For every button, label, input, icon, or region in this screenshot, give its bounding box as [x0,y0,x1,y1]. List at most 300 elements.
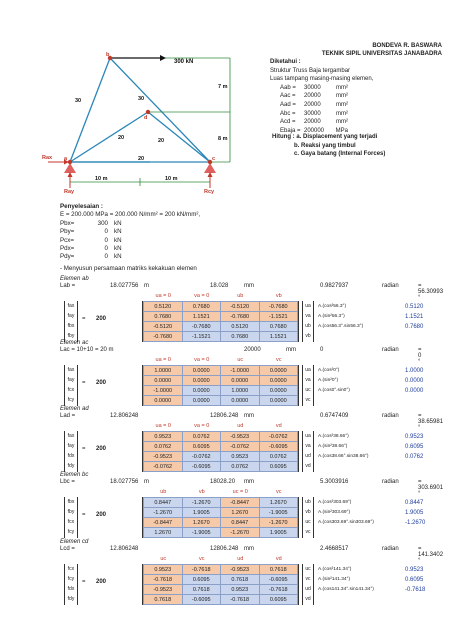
section-title: - Menyusun persamaan matriks kekakuan elemen [60,265,197,272]
member-label-bc: 30 [138,96,145,102]
solution-block [60,203,200,262]
length-info: mm [244,413,254,419]
length-info: mm [244,283,254,289]
trig-formula: A.(cos²0°) [318,368,340,373]
displacement-component: vb [305,509,311,515]
trig-value: 0.9523 [405,434,424,440]
length-label: Lcd = [60,546,75,552]
length-info: 20000 [244,347,261,353]
dim-8m: 8 m [218,136,228,142]
matrix-cell: -1.0000 [144,386,183,396]
displacement-component: ub [305,323,311,329]
length-info: 2.4668517 [320,546,349,552]
displacement-component: ud [305,453,311,459]
displacement-component: uc [305,566,311,572]
dof-label: ud [237,423,244,429]
dof-label: va = 0 [194,423,210,429]
load-row [60,220,200,228]
support-c [204,163,216,173]
dof-label: va = 0 [194,293,210,299]
matrix-cell: 1.1521 [182,312,221,322]
matrix-cell: -0.9523 [144,452,183,462]
length-info: 12806.248 [210,413,239,419]
dof-label: va = 0 [194,357,210,363]
length-info: mm [244,479,254,485]
area-unit: mm² [336,84,348,91]
dof-header [144,556,298,562]
length-label: Lac = 10+10 = 20 m [60,347,114,353]
load-arrowhead [160,55,166,61]
dof-label: uc = 0 [232,489,248,495]
matrix-cell: -0.0762 [144,462,183,472]
dof-label: vc [276,489,282,495]
trig-value: 0.6095 [405,577,424,583]
area-value: 20000 [304,101,321,108]
area-row [270,101,373,110]
member-label-ad: 20 [118,135,125,141]
force-component: fay [67,313,75,319]
trig-value: -0.7618 [405,587,426,593]
length-info: 5.3003916 [320,479,349,485]
force-component: fdy [67,596,75,602]
area-value: 200000 [304,127,325,134]
area-label: Aad = [280,101,296,108]
force-component: fby [67,509,75,515]
area-unit: mm² [336,119,348,126]
node-d-label: d [144,115,148,121]
stiffness-matrix [142,497,299,538]
author-department: TEKNIK SIPIL UNIVERSITAS JANABADRA [321,51,442,57]
matrix-cell: -0.7680 [144,332,183,342]
matrix-cell: 0.6095 [182,575,221,585]
matrix-cell: 0.0000 [182,376,221,386]
area-unit: MPa [335,127,348,134]
length-info: 12806.248 [210,546,239,552]
matrix-cell: 0.0762 [182,432,221,442]
matrix-cell: 0.7618 [182,585,221,595]
matrix-cell: -0.7680 [182,322,221,332]
trig-value: 1.1521 [405,314,424,320]
node-b-label: b [106,52,110,58]
matrix-cell: 0.6095 [259,595,298,605]
length-info: 0 [320,347,324,353]
matrix-cell: 0.7680 [221,332,260,342]
matrix-cell: 1.9005 [259,528,298,538]
matrix-cell: 1.2670 [144,528,183,538]
trig-value: 1.9005 [405,510,424,516]
force-component: fdx [67,586,75,592]
trig-value: 0.6095 [405,444,424,450]
equals-sign: = [82,446,86,452]
ray-label: Ray [64,189,75,195]
displacement-component: vd [305,596,311,602]
area-unit: mm² [336,110,348,117]
load-label: Pby= [60,228,75,236]
member-cd [148,112,210,162]
matrix-cell: 0.9523 [144,432,183,442]
length-info: radian [382,479,399,485]
length-info: radian [382,413,399,419]
displacement-component: ua [305,303,311,309]
member-bc [110,58,210,162]
matrix-cell: 0.9523 [144,565,183,575]
element-name: Elemen ab [60,276,89,282]
load-label: Pdx= [60,245,75,253]
matrix-cell: -0.0762 [182,452,221,462]
load-value: 0 [104,253,108,261]
dof-label: ud [237,556,244,562]
matrix-cell: 0.9523 [221,585,260,595]
matrix-cell: 0.9523 [221,452,260,462]
trig-formulas [318,432,369,462]
force-component: fcy [67,576,75,582]
rcy-label: Rcy [204,189,215,195]
force-component: fbx [67,323,75,329]
load-label: Pbx= [60,219,75,227]
area-label: Ebaja = [280,127,301,134]
force-component: fax [67,433,75,439]
displacement-component: ud [305,586,311,592]
matrix-cell: 1.2670 [221,508,260,518]
trig-value: 0.0762 [405,454,424,460]
matrix-cell: 0.6095 [259,462,298,472]
area-value: 20000 [304,93,321,100]
node-c-label: c [212,156,216,162]
stiffness-matrix [142,301,299,342]
matrix-cell: 0.0762 [259,452,298,462]
matrix-cell: 1.9005 [182,508,221,518]
load-label: Pcx= [60,236,74,244]
trig-values [405,432,423,462]
node-a-label: a [64,156,68,162]
matrix-cell: 0.6095 [182,442,221,452]
matrix-cell: -0.6095 [259,442,298,452]
trig-formulas [318,366,350,396]
force-component: fcx [67,566,75,572]
given-line: Struktur Truss Baja tergambar [270,67,351,74]
load-row [60,253,200,261]
equals-sign: = [82,380,86,386]
length-info: = 38.65981 ° [418,413,444,431]
stiffness-factor: 200 [96,512,107,518]
modulus-line: E = 200.000 MPa = 200.000 N/mm² = 200 kN/mm², [60,211,201,219]
load-label: Pdy= [60,253,75,261]
load-unit: kN [114,236,122,244]
element-name: Elemen bc [60,472,89,478]
matrix-cell: -0.6095 [182,462,221,472]
trig-formula: A.(sin²56.3°) [318,314,345,319]
matrix-cell: 0.0000 [259,396,298,406]
matrix-cell: 1.0000 [144,366,183,376]
length-info: = 303.6901 ° [418,479,444,497]
matrix-cell: -0.8447 [144,518,183,528]
displacement-component: va [305,443,311,449]
matrix-cell: -0.9523 [221,432,260,442]
displacement-component: ua [305,367,311,373]
trig-formula: A.(cos303.69°.sin303.69°) [318,520,374,525]
element-name: Elemen cd [60,539,89,545]
dof-label: vc [199,556,205,562]
length-label: Lab = [60,283,76,289]
length-info: 18.028 [210,283,229,289]
given-line: Luas tampang masing-masing elemen, [270,76,374,83]
matrix-cell: -1.2670 [221,528,260,538]
matrix-cell: 0.0762 [221,462,260,472]
load-value: 0 [104,245,108,253]
displacement-vector [302,564,314,605]
matrix-cell: -0.7618 [182,565,221,575]
stiffness-factor: 200 [96,316,107,322]
dof-label: vb [275,293,282,299]
stiffness-matrix [142,564,299,605]
force-component: fcx [67,519,75,525]
member-ad [70,112,148,162]
length-info: radian [382,546,399,552]
stiffness-matrix [142,365,299,406]
displacement-component: uc [305,387,311,393]
load-label: 300 kN [174,59,194,65]
force-component: fcy [67,529,75,535]
matrix-cell: 1.2670 [259,498,298,508]
stiffness-factor: 200 [96,446,107,452]
dof-label: vd [275,556,282,562]
length-info: radian [382,283,399,289]
dof-label: ua = 0 [155,423,171,429]
trig-formula: A.(sin²38.66°) [318,444,348,449]
dim-left-span: 10 m [95,176,108,182]
matrix-cell: 0.0000 [144,376,183,386]
trig-formulas [318,302,363,332]
length-info: 18028.20 [210,479,236,485]
stiffness-matrix [142,431,299,472]
author-name: BONDEVA R. BASWARA [372,43,442,49]
support-a [64,163,76,173]
displacement-component: ua [305,433,311,439]
matrix-cell: 0.0000 [182,386,221,396]
length-info: radian [382,347,399,353]
trig-value: 0.0000 [405,378,424,384]
force-component: fbx [67,499,75,505]
trig-formula: A.(cos²303.69°) [318,500,352,505]
matrix-cell: -0.7618 [259,585,298,595]
load-unit: kN [114,228,122,236]
matrix-cell: -0.9523 [144,585,183,595]
length-info: = 0 ° [418,347,422,365]
area-unit: mm² [336,93,348,100]
length-info: 0.6747409 [320,413,349,419]
force-component: fax [67,303,75,309]
dof-header [144,489,298,495]
load-row [60,237,200,245]
trig-value: 0.9523 [405,567,424,573]
displacement-component: vb [305,333,311,339]
dof-label: vd [275,423,282,429]
matrix-cell: 0.7618 [221,575,260,585]
length-info: = 56.30993 ° [418,283,444,301]
area-list [270,84,373,136]
dof-header [144,423,298,429]
member-ab [70,58,110,162]
given-block [270,58,373,135]
load-unit: kN [114,245,122,253]
length-info: mm [286,347,296,353]
trig-formula: A.(cos0°.sin0°) [318,388,350,393]
trig-value: 0.0000 [405,388,424,394]
dof-header [144,357,298,363]
matrix-cell: 0.7618 [259,565,298,575]
matrix-cell: -0.7618 [144,575,183,585]
displacement-vector [302,431,314,472]
matrix-cell: 1.0000 [221,386,260,396]
member-label-cd: 20 [158,138,165,144]
load-unit: kN [114,219,122,227]
area-value: 20000 [304,119,321,126]
matrix-cell: 0.0000 [182,396,221,406]
dof-label: ub [160,489,167,495]
matrix-cell: -1.2670 [182,498,221,508]
trig-formulas [318,498,374,528]
trig-value: 0.5120 [405,304,424,310]
stiffness-factor: 200 [96,579,107,585]
load-row [60,228,200,236]
trig-formula: A.(cos²38.66°) [318,434,349,439]
matrix-cell: 0.0000 [144,396,183,406]
displacement-component: uc [305,519,311,525]
displacement-component: va [305,377,311,383]
dof-label: uc [160,556,167,562]
matrix-cell: -0.6095 [259,575,298,585]
trig-value: 1.0000 [405,368,424,374]
force-component: fay [67,443,75,449]
trig-formula: A.(sin²0°) [318,378,339,383]
area-label: Aab = [280,84,296,91]
displacement-component: vc [305,576,311,582]
length-info: 0.9827937 [320,283,349,289]
length-unit: m [144,479,149,485]
truss-diagram [40,50,240,195]
trig-values [405,302,423,332]
matrix-cell: -0.7680 [259,302,298,312]
matrix-cell: 0.7618 [144,595,183,605]
trig-value: 0.7680 [405,324,424,330]
matrix-cell: 0.5120 [144,302,183,312]
dimension-lines [70,58,230,186]
matrix-cell: 0.0762 [144,442,183,452]
node-a [68,160,72,164]
trig-formula: A.(sin²303.69°) [318,510,351,515]
truss-members [70,58,210,162]
displacement-vector [302,497,314,538]
force-component: fdy [67,463,75,469]
matrix-cell: 0.5120 [221,322,260,332]
dim-right-span: 10 m [165,176,178,182]
length-info: mm [244,546,254,552]
trig-formula: A.(cos38.66°.sin38.66°) [318,454,369,459]
trig-value: -1.2670 [405,520,426,526]
matrix-cell: 0.0000 [259,376,298,386]
dof-label: ub [237,293,244,299]
force-component: fax [67,367,75,373]
force-component: fcx [67,387,75,393]
area-row [270,110,373,119]
length-value: 18.027756 [110,283,139,289]
area-value: 30000 [304,110,321,117]
stiffness-factor: 200 [96,380,107,386]
author-block [322,42,442,58]
member-label-ab: 30 [75,98,82,104]
dof-label: vc [276,357,282,363]
length-info: = 141.3402 ° [418,546,444,564]
length-value: 18.027756 [110,479,139,485]
matrix-cell: -1.1521 [182,332,221,342]
area-label: Abc = [280,110,296,117]
matrix-cell: 1.1521 [259,332,298,342]
dof-header [144,293,298,299]
matrix-cell: 0.7680 [144,312,183,322]
matrix-cell: 0.8447 [144,498,183,508]
rax-label: Rax [42,155,53,161]
area-row [270,92,373,101]
force-vector [64,365,78,406]
length-value: 12.806248 [110,546,139,552]
matrix-cell: 0.7680 [182,302,221,312]
matrix-cell: -1.9005 [182,528,221,538]
matrix-cell: -0.7618 [221,595,260,605]
ask-item: c. Gaya batang (Internal Forces) [294,151,386,157]
matrix-cell: -1.0000 [221,366,260,376]
trig-formula: A.(cos56.3°.sin56.3°) [318,324,364,329]
load-unit: kN [114,253,122,261]
matrix-cell: 0.0000 [221,376,260,386]
force-component: fdx [67,453,75,459]
force-vector [64,431,78,472]
trig-formulas [318,565,374,595]
length-value: 12.806248 [110,413,139,419]
load-value: 300 [97,219,108,227]
ask-title: Hitung : a. Displacement yang terjadi [272,134,378,140]
area-row [270,118,373,127]
dof-label: ua = 0 [155,293,171,299]
area-label: Acd = [280,119,296,126]
matrix-cell: -1.1521 [259,312,298,322]
trig-formula: A.(cos141.34°.sin141.34°) [318,587,374,592]
matrix-cell: 0.7680 [259,322,298,332]
dof-label: vb [198,489,205,495]
matrix-cell: -0.7680 [221,312,260,322]
displacement-component: ub [305,499,311,505]
length-label: Lad = [60,413,76,419]
dim-7m: 7 m [218,84,228,90]
dof-label: ua = 0 [155,357,171,363]
matrix-cell: 0.0000 [221,396,260,406]
equals-sign: = [82,579,86,585]
solution-title: Penyelesaian : [60,203,103,210]
ask-item: b. Reaksi yang timbul [294,142,356,149]
trig-formula: A.(sin²141.34°) [318,577,351,582]
force-component: fay [67,377,75,383]
force-vector [64,497,78,538]
matrix-cell: -0.0762 [221,442,260,452]
displacement-vector [302,301,314,342]
force-vector [64,564,78,605]
matrix-cell: -1.9005 [259,508,298,518]
load-value: 0 [104,228,108,236]
displacement-component: vd [305,463,311,469]
force-component: fby [67,333,75,339]
equals-sign: = [82,512,86,518]
area-unit: mm² [336,101,348,108]
displacement-vector [302,365,314,406]
